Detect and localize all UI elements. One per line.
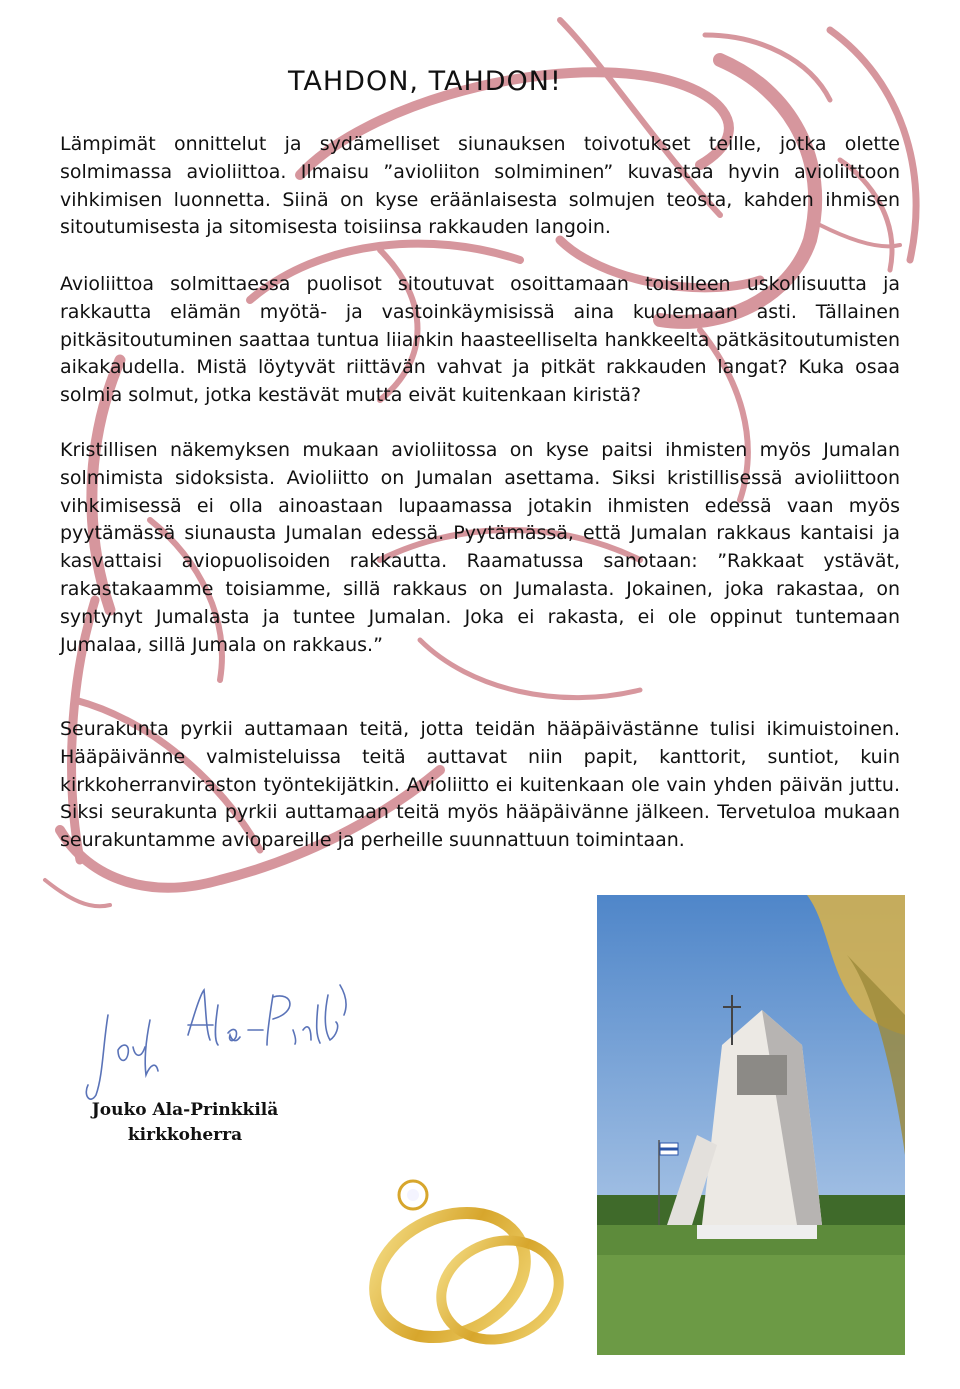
paragraph-christian-view: Kristillisen näkemyksen mukaan avioliitossa on kyse paitsi ihmisten myös Jumalan solmimista sidoksista. Avioliitto on Jumalan asettama. Siksi kristillisessä avioliittoon vihkimisessä ei olla ainoastaan lupaamassa jotakin ihmisten edessä vaan myös pyytämässä siunausta Jumalan edessä. Pyytämässä, että Jumalan rakkaus kantaisi ja kasvattaisi aviopuolisoiden rakkautta. Raamatussa sanotaan: ”Rakkaat ystävät, rakastakaamme toisiamme, sillä rakkaus on Jumalasta. Jokainen, joka rakastaa, on syntynyt Jumalasta ja tuntee Jumalan. Joka ei rakasta, ei ole oppinut tuntemaan Jumalaa, sillä Jumala on rakkaus.” <box>60 439 900 656</box>
church-photo <box>597 895 905 1355</box>
signature-block <box>60 1098 310 1148</box>
paragraph-congratulations: Lämpimät onnittelut ja sydämelliset siunauksen toivotukset teille, jotka olette solmimassa avioliittoa. Ilmaisu ”avioliiton solmiminen” kuvastaa hyvin avioliittoon vihkimisen luonnetta. Siinä on kyse eräänlaisesta solmujen teosta, kahden ihmisen sitoutumisesta ja sitomisesta toisiinsa rakkauden langoin. <box>60 133 900 239</box>
signer-title: kirkkoherra <box>127 1125 243 1145</box>
page-title: TAHDON, TAHDON! <box>288 66 562 97</box>
wedding-rings-image <box>345 1140 585 1360</box>
paragraph-congregation: Seurakunta pyrkii auttamaan teitä, jotta teidän hääpäivästänne tulisi ikimuistoinen. Hääpäivänne valmisteluissa teitä auttavat niin papit, kanttorit, suntiot, kuin kirkkoherranviraston työntekijätkin. Avioliitto ei kuitenkaan ole vain yhden päivän juttu. Siksi seurakunta pyrkii auttamaan teitä myös hääpäivänne jälkeen. Tervetuloa mukaan seurakuntamme aviopareille ja perheille suunnattuun toimintaan. <box>60 718 900 852</box>
paragraph-commitment: Avioliittoa solmittaessa puolisot sitoutuvat osoittamaan toisilleen uskollisuutta ja rakkautta elämän myötä- ja vastoinkäymisissä aina kuolemaan asti. Tällainen pitkäsitoutuminen saattaa tuntua liiankin haasteelliselta hankkeelta pätkäsitoutumisten aikakaudella. Mistä löytyvät riittävän vahvat ja pitkät rakkauden langat? Kuka osaa solmia solmut, jotka kestävät mutta eivät kuitenkaan kiristä? <box>60 273 900 407</box>
signer-name: Jouko Ala-Prinkkilä <box>91 1100 279 1120</box>
